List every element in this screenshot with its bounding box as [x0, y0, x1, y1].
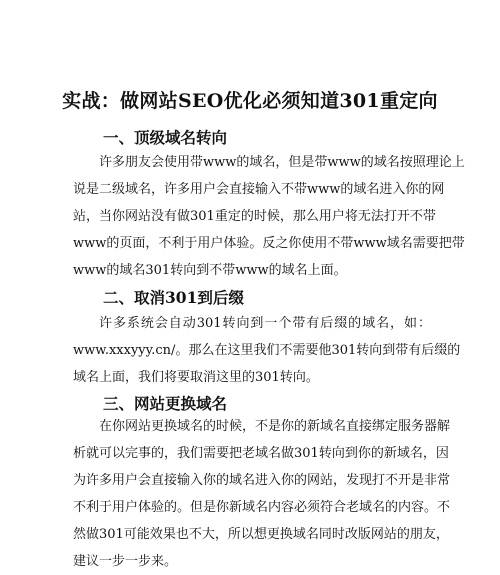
section-paragraph-3: [73, 413, 451, 575]
section-heading-2: 二、取消301到后缀: [103, 288, 244, 307]
paragraph-line: 许多朋友会使用带www的域名，但是带www的域名按照理论上: [99, 155, 465, 170]
paragraph-line: 不利于用户体验的。但是你新域名内容必须符合老域名的内容。不: [73, 500, 451, 515]
paragraph-line: 在你网站更换域名的时候，不是你的新域名直接绑定服务器解: [99, 419, 451, 434]
page-title: 实战：做网站SEO优化必须知道301重定向: [62, 90, 438, 112]
section-heading-1: 一、顶级域名转向: [103, 128, 228, 147]
paragraph-line: 建议一步一步来。: [73, 554, 178, 569]
paragraph-line: www的域名301转向到不带www的域名上面。: [73, 263, 347, 278]
section-paragraph-1: [73, 149, 465, 284]
paragraph-line: www.xxxyyy.cn/。那么在这里我们不需要他301转向到带有后缀的: [73, 343, 461, 358]
section-heading-3: 三、网站更换域名: [103, 394, 228, 413]
paragraph-line: 析就可以完事的，我们需要把老域名做301转向到你的新域名，因: [73, 446, 449, 461]
paragraph-line: 域名上面，我们将要取消这里的301转向。: [73, 370, 319, 385]
paragraph-line: 许多系统会自动301转向到一个带有后缀的域名，如：: [99, 316, 431, 331]
paragraph-line: 然做301可能效果也不大，所以想更换域名同时改版网站的朋友，: [73, 527, 449, 542]
paragraph-line: 为许多用户会直接输入你的域名进入你的网站，发现打不开是非常: [73, 473, 451, 488]
paragraph-line: 说是二级域名，许多用户会直接输入不带www的域名进入你的网: [73, 182, 445, 197]
paragraph-line: www的页面，不利于用户体验。反之你使用不带www域名需要把带: [73, 236, 465, 251]
paragraph-line: 站，当你网站没有做301重定的时候，那么用户将无法打开不带: [73, 209, 436, 224]
section-paragraph-2: [73, 310, 461, 391]
